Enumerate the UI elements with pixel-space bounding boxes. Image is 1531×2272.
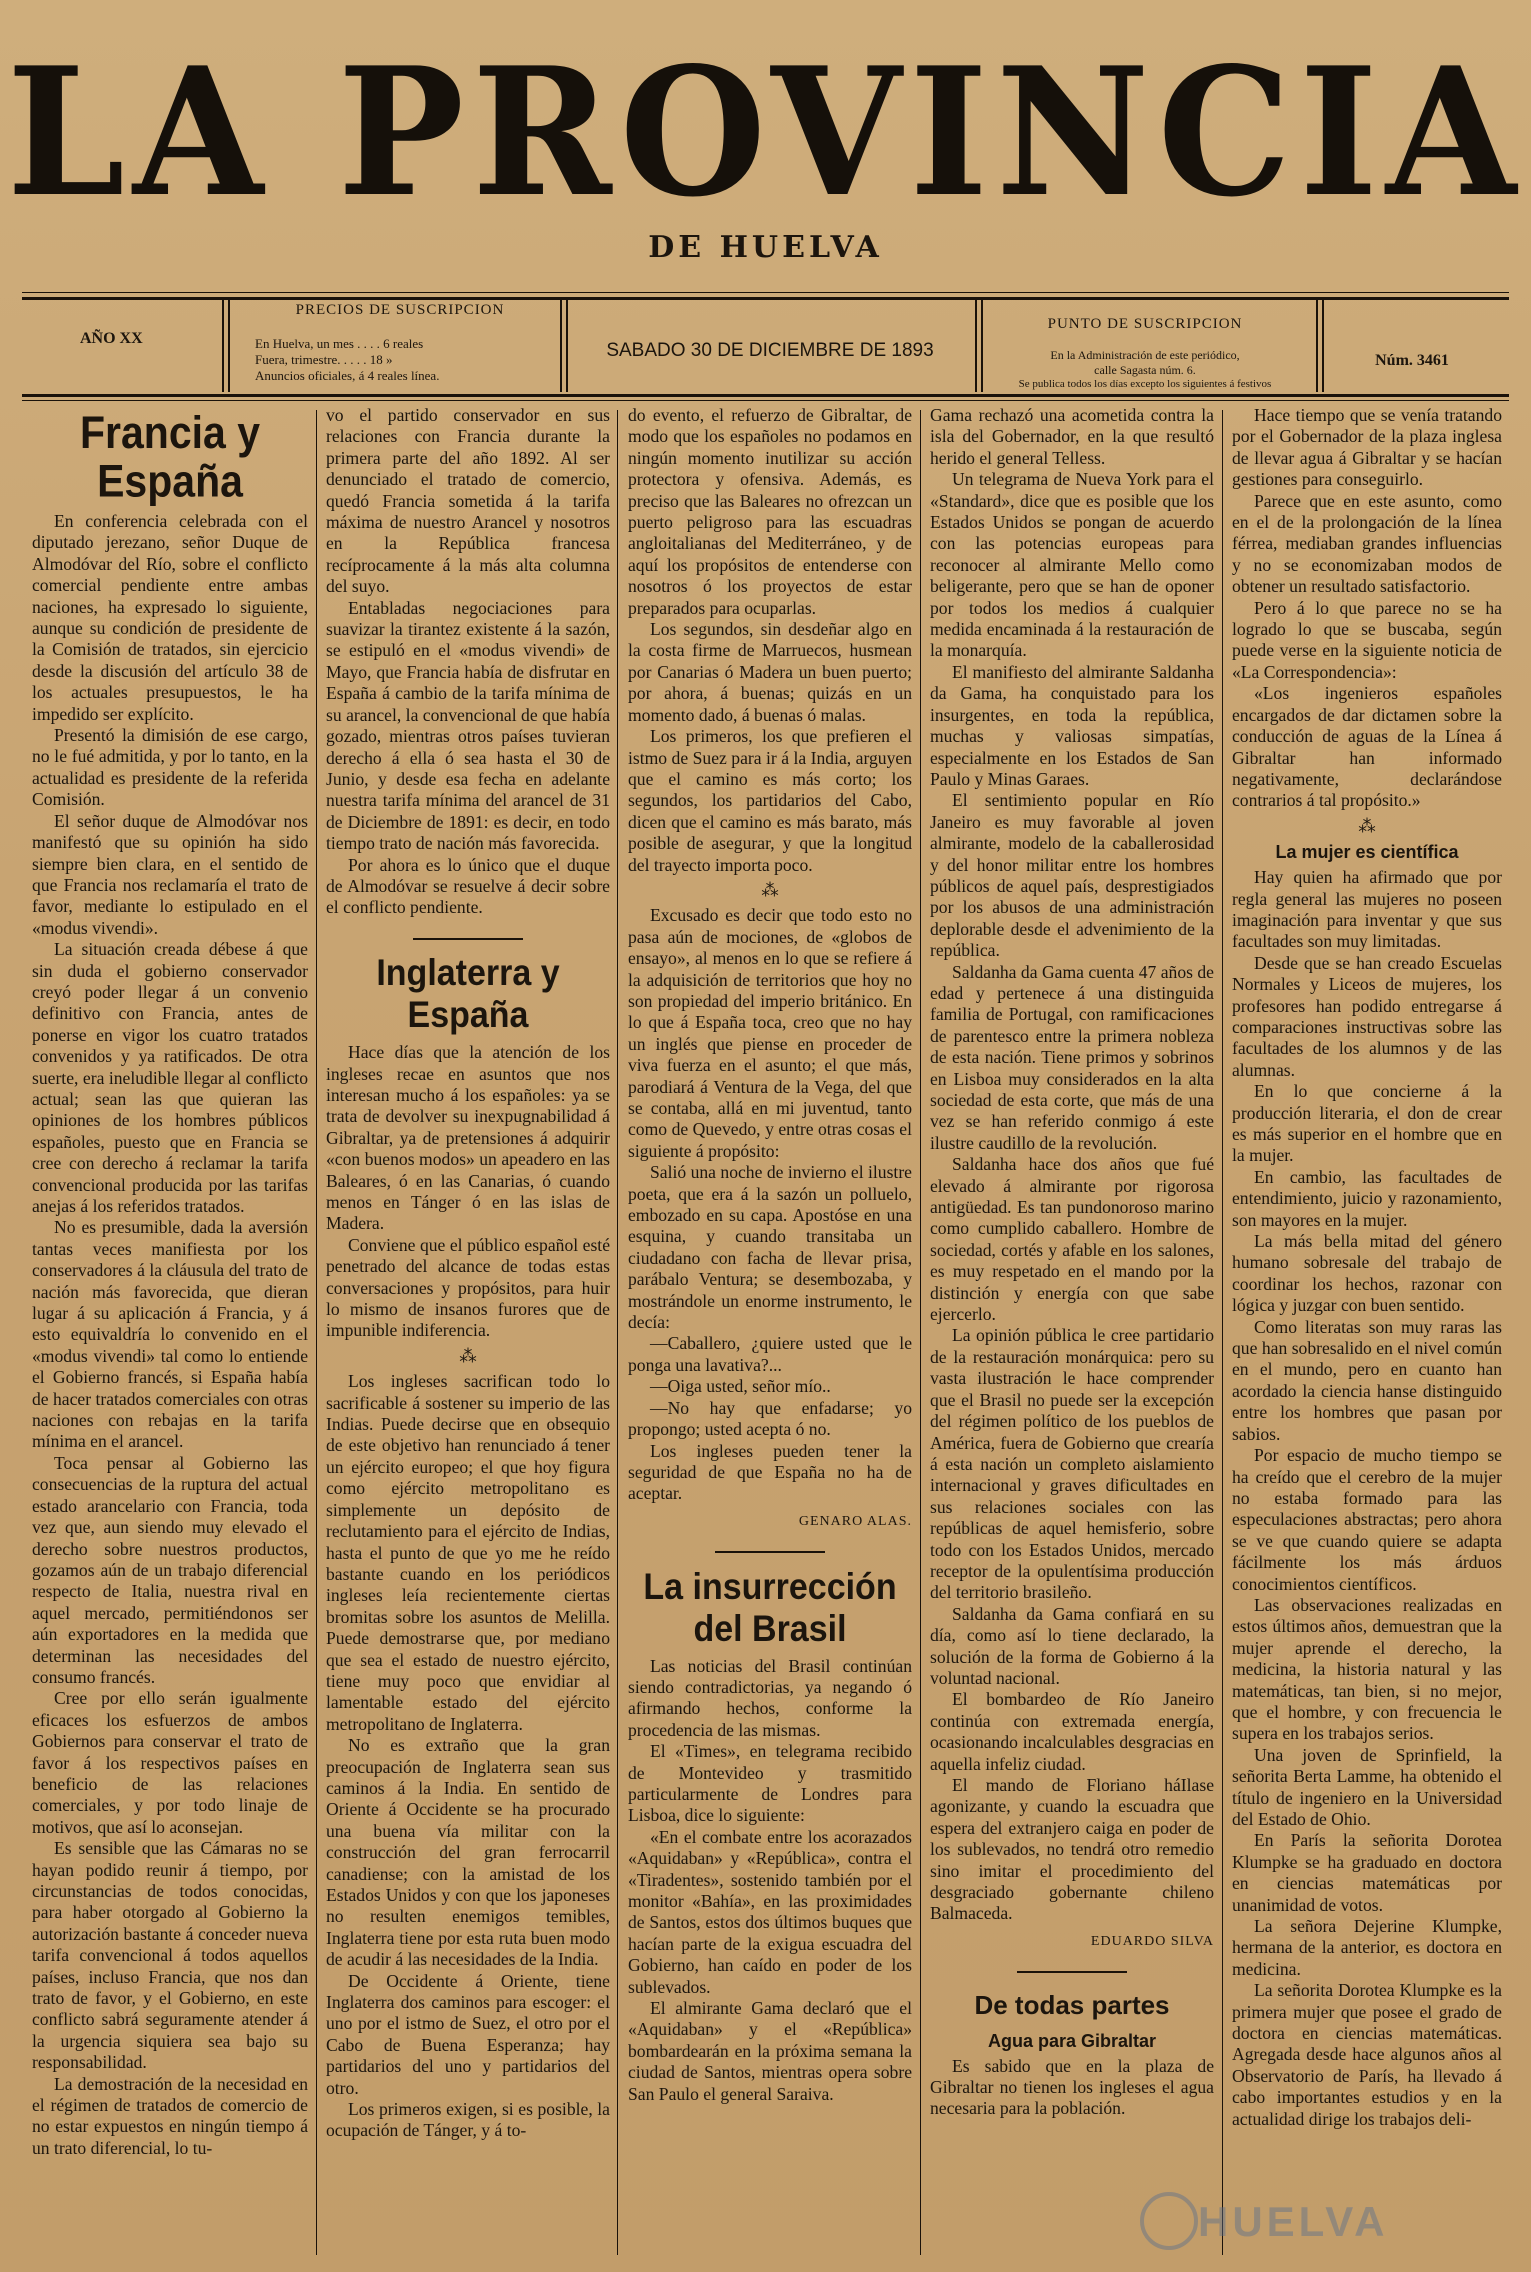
header-rule-top-thick	[22, 297, 1509, 300]
header-rule-top	[22, 292, 1509, 293]
paragraph: Hace días que la atención de los ingleses recae en asuntos que nos interesan mucho á los españoles: ya se trata de devolver su inexpugnabilidad á Gibraltar, ya de pretensiones á adquirir «con buenos modos» un apeadero en las Baleares, ó en las Canarias, ó cuando menos en Tánger ó en las islas de Madera.	[326, 1042, 610, 1234]
point-title: PUNTO DE SUSCRIPCION	[1047, 316, 1243, 332]
paragraph: Desde que se han creado Escuelas Normales y Liceos de mujeres, los profesores han podido entregarse á comparaciones instructivas sobre las facultades de los alumnos y de las alumnas.	[1232, 952, 1502, 1080]
point-line: Se publica todos los días excepto los siguientes á festivos	[1018, 378, 1272, 390]
header-divider	[228, 300, 230, 392]
paragraph: Pero á lo que parece no se ha logrado lo que se buscaba, según puede verse en la siguiente noticia de «La Correspondencia»:	[1232, 597, 1502, 682]
paragraph: —No hay que enfadarse; yo propongo; usted acepta ó no.	[628, 1397, 912, 1440]
article-heading: La insurrección del Brasil	[643, 1565, 897, 1650]
ornament-rule	[930, 1960, 1214, 1981]
article-heading: Francia y España	[79, 407, 261, 507]
paragraph: En París la señorita Dorotea Klumpke se ha graduado en doctora en ciencias matemáticas por unanimidad de votos.	[1232, 1830, 1502, 1915]
paragraph: Excusado es decir que todo esto no pasa aún de mociones, de «globos de ensayo», al menos en lo que se refiere á la adquisición de territorios que hoy no son propiedad del imperio británico. En lo que á España toca, creo que no hay un inglés que piense en proceder de viva fuerza en el asunto; el que más, parodiará á Ventura de la Vega, del que se contaba, allá en mi juventud, tanto como de Quevedo, y entre otras cosas el siguiente á propósito:	[628, 905, 912, 1161]
header-divider	[975, 300, 977, 392]
paragraph: La señora Dejerine Klumpke, hermana de la anterior, es doctora en medicina.	[1232, 1916, 1502, 1979]
column-5	[1232, 405, 1502, 2255]
paragraph: Toca pensar al Gobierno las consecuencias de la ruptura del actual estado arancelario con Francia, toda vez que, aun siendo muy elevado el derecho sobre nuestros productos, gozamos aún de un trabajo diferencial respecto de Italia, nuestra rival en aquel mercado, permitiéndonos ser aún exportadores en la medida que determinan las necesidades del consumo francés.	[32, 1452, 308, 1687]
paragraph: Cree por ello serán igualmente eficaces los esfuerzos de ambos Gobiernos para conservar el trato de favor á los respectivos países en beneficio de las relaciones comerciales, y por todo linaje de motivos, que así lo aconsejan.	[32, 1688, 308, 1837]
paragraph: No es extraño que la gran preocupación de Inglaterra sean sus caminos á la India. En sentido de Oriente á Occidente se ha procurado una buena vía militar con la construcción del gran ferrocarril canadiense; con la amistad de los Estados Unidos y con que los japoneses no resulten enemigos temibles, Inglaterra tiene por esta ruta buen modo de acudir á las necesidades de la India.	[326, 1735, 610, 1970]
archive-seal-icon	[1140, 2192, 1198, 2250]
paragraph: La situación creada débese á que sin duda el gobierno conservador creyó poder llegar á un convenio definitivo con Francia, antes de ponerse en vigor los cuatro tratados convenidos y ya ratificados. De otra suerte, era ineludible llegar al conflicto actual; sean las que quieran las opiniones de los hombres públicos españoles, puesto que en Francia se cree con derecho á reclamar la tarifa convencional producida por las tarifas anejas á los referidos tratados.	[32, 939, 308, 1216]
prices-line: En Huelva, un mes . . . . 6 reales	[255, 336, 424, 351]
prices-title: PRECIOS DE SUSCRIPCION	[295, 302, 505, 318]
masthead-title: LA PROVINCIA	[6, 28, 1525, 236]
paragraph: En conferencia celebrada con el diputado jerezano, señor Duque de Almodóvar del Río, sobre el conflicto comercial pendiente entre ambas naciones, ha expresado lo siguiente, aunque su condición de presidente de la Comisión de tratados, sin ejercicio desde la discusión del artículo 38 de los actuales presupuestos, le ha impedido ser explícito.	[32, 511, 308, 724]
paragraph: Saldanha da Gama cuenta 47 años de edad y pertenece á una distinguida familia de Portugal, con ramificaciones de parentesco entre la primera nobleza de esta nación. Tiene primos y sobrinos en Lisboa muy considerados en la alta sociedad de esta corte, que más de una vez se han referido conmigo á este ilustre caudillo de la revolución.	[930, 961, 1214, 1153]
header-divider	[566, 300, 568, 392]
paragraph: Hay quien ha afirmado que por regla general las mujeres no poseen imaginación para inventar y que sus facultades son muy limitadas.	[1232, 867, 1502, 952]
issue-date: SABADO 30 DE DICIEMBRE DE 1893	[606, 340, 934, 361]
header-divider	[981, 300, 983, 392]
column-2	[326, 405, 610, 2255]
header-divider	[560, 300, 562, 392]
ornament-rule	[326, 927, 610, 948]
paragraph: La demostración de la necesidad en el régimen de tratados de comercio de no estar expuestos en ningún tiempo á un trato diferencial, lo tu-	[32, 2073, 308, 2158]
paragraph: Como literatas son muy raras las que han sobresalido en el nivel común en el mundo, pero en cuanto han acordado la ciencia hanse distinguido entre los hombres que pasan por sabios.	[1232, 1316, 1502, 1444]
paragraph: Conviene que el público español esté penetrado del alcance de todas estas conversaciones y propósitos, para huir lo mismo de insanos furores que de impunible indiferencia.	[326, 1234, 610, 1341]
paragraph: Por ahora es lo único que el duque de Almodóvar se resuelve á decir sobre el conflicto pendiente.	[326, 854, 610, 918]
column-3	[628, 405, 912, 2255]
paragraph: Hace tiempo que se venía tratando por el Gobernador de la plaza inglesa de llevar agua á Gibraltar y se hacían gestiones para conseguirlo.	[1232, 405, 1502, 490]
column-divider	[920, 410, 921, 2255]
paragraph: De Occidente á Oriente, tiene Inglaterra dos caminos para escoger: el uno por el istmo de Suez, el otro por el Cabo de Buena Esperanza; hay partidarios del uno y partidarios del otro.	[326, 1970, 610, 2098]
column-divider	[316, 410, 317, 2255]
column-divider	[1222, 410, 1223, 2255]
header-divider	[1322, 300, 1324, 392]
article-signature: GENARO ALAS.	[798, 1513, 912, 1529]
year-label: AÑO XX	[80, 330, 143, 347]
point-line: En la Administración de este periódico,	[1050, 348, 1240, 362]
paragraph: Por espacio de mucho tiempo se ha creído que el cerebro de la mujer no estaba formado para las especulaciones abstractas; pero ahora se ve que cuando quiere se adapta fácilmente los más árduos conocimientos científicos.	[1232, 1445, 1502, 1594]
column-1	[32, 405, 308, 2255]
paragraph: Presentó la dimisión de ese cargo, no le fué admitida, y por lo tanto, en la actualidad es presidente de la referida Comisión.	[32, 725, 308, 810]
paragraph: El sentimiento popular en Río Janeiro es muy favorable al joven almirante, modelo de la caballerosidad y del honor militar entre los hombres públicos de aquel país, desprestigiados por los abusos de una administración deplorable desde el advenimiento de la república.	[930, 790, 1214, 961]
paragraph: El mando de Floriano háIlase agonizante, y cuando la escuadra que espera del extranjero caiga en poder de los sublevados, no tendrá otro remedio sino imitar el procedimiento del desgraciado gobernante chileno Balmaceda.	[930, 1775, 1214, 1924]
ornament-rule	[628, 1540, 912, 1561]
paragraph: Es sabido que en la plaza de Gibraltar no tienen los ingleses el agua necesaria para la población.	[930, 2055, 1214, 2119]
paragraph: El «Times», en telegrama recibido de Montevideo y trasmitido particularmente de Londres para Lisboa, dice lo siguiente:	[628, 1741, 912, 1826]
paragraph: Parece que en este asunto, como en el de la prolongación de la línea férrea, mediaban grandes influencias y no se economizaban modos de obtener un resultado satisfactorio.	[1232, 490, 1502, 597]
paragraph: El almirante Gama declaró que el «Aquidaban» y el «República» bombardearán en la próxima semana la ciudad de Santos, mientras opera sobre San Paulo el general Saraiva.	[628, 1998, 912, 2104]
paragraph: Los segundos, sin desdeñar algo en la costa firme de Marruecos, husmean por Canarias ó Madera un buen puerto; por ahora, á buenas; quizás en un momento dado, á buenas ó malas.	[628, 619, 912, 725]
header-divider	[222, 300, 224, 392]
paragraph: En cambio, las facultades de entendimiento, juicio y razonamiento, son mayores en la mujer.	[1232, 1166, 1502, 1230]
paragraph: Gama rechazó una acometida contra la isla del Gobernador, en la que resultó herido el general Telless.	[930, 405, 1214, 468]
paragraph: —Oiga usted, señor mío..	[650, 1376, 831, 1397]
section-stars: ⁂	[761, 879, 779, 900]
prices-line: Anuncios oficiales, á 4 reales línea.	[255, 368, 440, 383]
header-divider	[1316, 300, 1318, 392]
header-rule-bottom	[22, 394, 1509, 397]
archive-watermark: HUELVA	[1198, 2198, 1389, 2245]
paragraph: do evento, el refuerzo de Gibraltar, de modo que los españoles no podamos en ningún momento inutilizar su acción protectora y ofensiva. Además, es preciso que las Baleares no ofrezcan un puerto peligroso para las escuadras angloitalianas del Mediterráneo, y de aquí los propósitos de entenderse con nosotros ó los proyectos de estar preparados para ocuparlas.	[628, 405, 912, 618]
paragraph: vo el partido conservador en sus relaciones con Francia durante la primera parte del año 1892. Al ser denunciado el tratado de comercio, quedó Francia sometida á la tarifa máxima de nuestro Arancel y nosotros en la República francesa recíprocamente á la más alta columna del suyo.	[326, 405, 610, 597]
paragraph: Los primeros exigen, si es posible, la ocupación de Tánger, y á to-	[326, 2099, 610, 2141]
paragraph: Las noticias del Brasil continúan siendo contradictorias, ya negando ó afirmando hechos, conforme la procedencia de las mismas.	[628, 1655, 912, 1740]
section-stars: ⁂	[1358, 815, 1376, 836]
paragraph: El señor duque de Almodóvar nos manifestó que su opinión ha sido siempre bien clara, en el sentido de que Francia nos reclamaría el trato de favor, mediante lo estipulado en el «modus vivendi».	[32, 810, 308, 938]
paragraph: Las observaciones realizadas en estos últimos años, demuestran que la mujer aprende el derecho, la medicina, la historia natural y las matemáticas, tan bien, si no mejor, que el hombre, y con frecuencia le supera en los trabajos serios.	[1232, 1594, 1502, 1744]
paragraph: Los primeros, los que prefieren el istmo de Suez para ir á la India, arguyen que el camino es más corto; los segundos, los partidarios del Cabo, dicen que el camino es más barato, más posible de asegurar, y que la longitud del trayecto importa poco.	[628, 726, 912, 875]
paragraph: No es presumible, dada la aversión tantas veces manifiesta por los conservadores á la cláusula del trato de nación más favorecida, que dieran lugar á su aplicación á Francia, y á esto equivaldría lo convenido en el «modus vivendi» tal como lo entiende el Gobierno francés, si España había de hacer tratados comerciales con otras naciones con rebajas en la tarifa mínima en el arancel.	[32, 1217, 308, 1452]
paragraph: La opinión pública le cree partidario de la restauración monárquica: pero su vasta ilustración le hace comprender que el Brasil no puede ser la excepción del régimen político de los pueblos de América, fuera de Gobierno que crearía á esta nación un completo aislamiento internacional y graves dificultades en sus relaciones sociales con las repúblicas de aquel hemisferio, sobre todo con los Estados Unidos, mercado receptor de la opulentísima producción del territorio brasileño.	[930, 1325, 1214, 1603]
paragraph: Un telegrama de Nueva York para el «Standard», dice que es posible que los Estados Unidos se pongan de acuerdo con las potencias europeas para reconocer al almirante Mello como beligerante, pero que se han de oponer por todos los medios á cualquier medida encaminada á la restauración de la monarquía.	[930, 469, 1214, 661]
section-heading: De todas partes	[974, 1989, 1170, 2020]
paragraph: El manifiesto del almirante Saldanha da Gama, ha conquistado para los insurgentes, en toda la república, muchas y valiosas simpatías, especialmente en los Estados de San Paulo y Minas Garaes.	[930, 661, 1214, 789]
paragraph: La señorita Dorotea Klumpke es la primera mujer que posee el grado de doctora en ciencias matemáticas. Agregada desde hace algunos años al Observatorio de París, ha llevado á cabo importantes estudios y en la actualidad dirige los trabajos deli-	[1232, 1980, 1502, 2129]
article-subheading: Agua para Gibraltar	[987, 2030, 1157, 2051]
article-heading: Inglaterra y España	[376, 952, 560, 1036]
issue-number: Núm. 3461	[1375, 352, 1449, 369]
paragraph: En lo que concierne á la producción literaria, el don de crear es más superior en el hombre que en la mujer.	[1232, 1081, 1502, 1166]
header-rule-bottom-thin	[22, 400, 1509, 401]
paragraph: El bombardeo de Río Janeiro continúa con extremada energía, ocasionando incalculables desgracias en aquella infeliz ciudad.	[930, 1689, 1214, 1774]
paragraph: Una joven de Sprinfield, la señorita Berta Lamme, ha obtenido el título de ingeniero en la Universidad del Estado de Ohio.	[1232, 1744, 1502, 1829]
point-line: calle Sagasta núm. 6.	[1094, 363, 1196, 377]
paragraph: La más bella mitad del género humano sobresale del trabajo de coordinar los hechos, razonar con lógica y juzgar con buen sentido.	[1232, 1231, 1502, 1316]
paragraph: Entabladas negociaciones para suavizar la tirantez existente á la sazón, se estipuló en el «modus vivendi» de Mayo, que Francia había de disfrutar en España á cambio de la tarifa mínima de su arancel, la convencional de que había gozado, mientras otros países tuvieran derecho á ella ó sea hasta el 30 de Junio, y desde esa fecha en adelante nuestra tarifa mínima del arancel de 31 de Diciembre de 1891: es decir, en todo tiempo trato de nación más favorecida.	[326, 597, 610, 854]
paragraph: Los ingleses pueden tener la seguridad de que España no ha de aceptar.	[628, 1440, 912, 1504]
paragraph: Saldanha da Gama confiará en su día, como así lo tiene declarado, la solución de la forma de Gobierno á la voluntad nacional.	[930, 1603, 1214, 1688]
paragraph: Salió una noche de invierno el ilustre poeta, que era á la sazón un polluelo, embozado en su capa. Apostóse en una esquina, y cuando transitaba un ciudadano con facha de llevar prisa, parábalo Ventura; se desembozaba, y mostrándole un enorme instrumento, le decía:	[628, 1162, 912, 1333]
article-signature: EDUARDO SILVA	[1090, 1933, 1214, 1949]
paragraph: Los ingleses sacrifican todo lo sacrificable á sostener su imperio de las Indias. Puede decirse que en obsequio de este objetivo han renunciado á tener un ejército europeo; el que hoy figura como ejército metropolitano es simplemente un depósito de reclutamiento para el ejército de Indias, hasta el punto de que yo me he reído bastante cuando en los periódicos ingleses leía recientemente ciertas bromitas sobre los asuntos de Melilla. Puede demostrarse que, por mediano que sea el estado de nuestro ejército, tiene muy poco que envidiar al lamentable estado del ejército metropolitano de Inglaterra.	[326, 1371, 610, 1734]
section-stars: ⁂	[459, 1345, 477, 1366]
paragraph: «En el combate entre los acorazados «Aquidaban» y «República», contra el «Tiradentes», sostenido también por el monitor «Bahía», en las proximidades de Santos, estos dos últimos buques que hacían parte de la exigua escuadra del Gobierno, han caído en poder de los sublevados.	[628, 1826, 912, 1997]
column-4	[930, 405, 1214, 2255]
prices-line: Fuera, trimestre. . . . . 18 »	[255, 352, 393, 367]
column-divider	[617, 410, 618, 2255]
paragraph: Es sensible que las Cámaras no se hayan podido reunir á tiempo, por circunstancias de todos conocidas, para haber otorgado al Gobierno la autorización bastante á conceder nueva tarifa convencional á todos aquellos países, incluso Francia, que nos dan trato de favor, y el Gobierno, en este conflicto sabrá seguramente atender á la urgencia siquiera sea bajo su responsabilidad.	[32, 1838, 308, 2073]
paragraph: —Caballero, ¿quiere usted que le ponga una lavativa?...	[628, 1333, 912, 1375]
paragraph: «Los ingenieros españoles encargados de dar dictamen sobre la conducción de aguas de la Línea á Gibraltar han informado negativamente, declarándose contrarios á tal propósito.»	[1232, 683, 1502, 811]
paragraph: Saldanha hace dos años que fué elevado á almirante por rigorosa antigüedad. Es tan pundonoroso marino como cumplido caballero. Hombre de sociedad, cortés y afable en los salones, es muy respetado en el mando por la distinción y energía con que sabe ejercerlo.	[930, 1154, 1214, 1325]
masthead-subtitle: DE HUELVA	[648, 230, 883, 265]
article-heading: La mujer es científica	[1275, 842, 1459, 863]
